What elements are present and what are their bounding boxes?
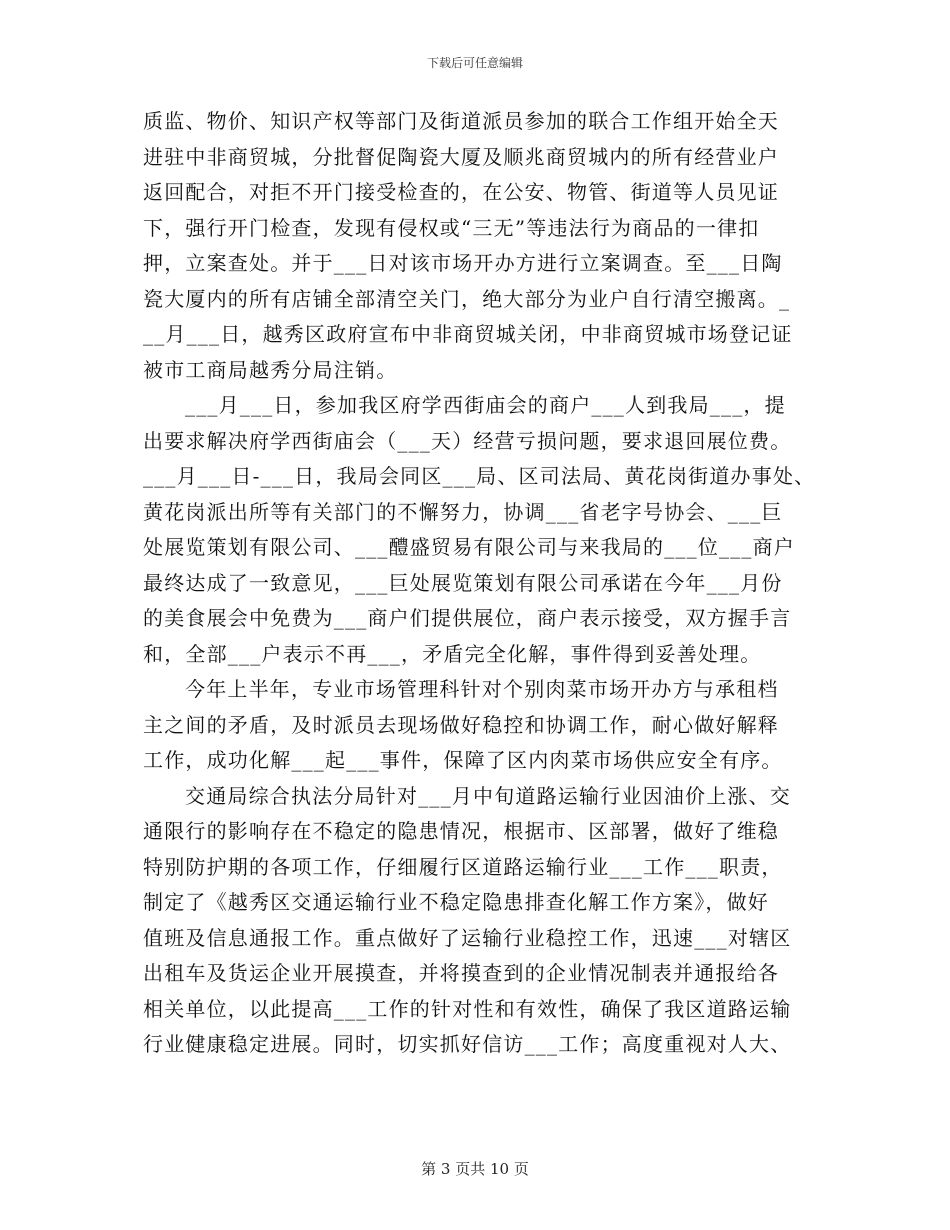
document-body <box>143 104 815 1063</box>
text-line: 出要求解决府学西街庙会（___天）经营亏损问题，要求退回展位费。 <box>143 428 792 453</box>
text-line: 主之间的矛盾，及时派员去现场做好稳控和协调工作，耐心做好解释 <box>143 712 779 737</box>
text-line: ___月___日-___日，我局会同区___局、区司法局、黄花岗街道办事处、 <box>143 464 816 488</box>
text-line: 瓷大厦内的所有店铺全部清空关门，绝大部分为业户自行清空搬离。_ <box>143 286 791 311</box>
text-line: 的美食展会中免费为___商户们提供展位，商户表示接受，双方握手言 <box>143 606 792 630</box>
page-header: 下载后可任意编辑 <box>426 56 523 70</box>
text-line: 最终达成了一致意见，___巨处展览策划有限公司承诺在今年___月份 <box>143 570 783 595</box>
paragraph-start-line: 今年上半年，专业市场管理科针对个别肉菜市场开办方与承租档 <box>185 677 779 701</box>
text-line: 被市工商局越秀分局注销。 <box>143 357 398 382</box>
text-line: 返回配合，对拒不开门接受检查的，在公安、物管、街道等人员见证 <box>143 180 779 204</box>
text-line: 制定了《越秀区交通运输行业不稳定隐患排查化解工作方案》，做好 <box>143 890 769 914</box>
text-line: 下，强行开门检查，发现有侵权或“三无”等违法行为商品的一律扣 <box>143 215 760 240</box>
text-line: 进驻中非商贸城，分批督促陶瓷大厦及顺兆商贸城内的所有经营业户 <box>143 144 779 169</box>
paragraph-start-line: ___月___日，参加我区府学西街庙会的商户___人到我局___，提 <box>185 393 786 417</box>
text-line: 特别防护期的各项工作，仔细履行区道路运输行业___工作___职责， <box>143 854 783 879</box>
text-line: 黄花岗派出所等有关部门的不懈努力，协调___省老字号协会、___巨 <box>143 499 783 524</box>
text-line: __月___日，越秀区政府宣布中非商贸城关闭，中非商贸城市场登记证 <box>143 322 793 346</box>
text-line: 通限行的影响存在不稳定的隐患情况，根据市、区部署，做好了维稳 <box>143 819 779 843</box>
page-number-footer: 第 3 页共 10 页 <box>421 1160 529 1178</box>
text-line: 值班及信息通报工作。重点做好了运输行业稳控工作，迅速___对辖区 <box>143 925 792 950</box>
text-line: 处展览策划有限公司、___醴盛贸易有限公司与来我局的___位___商户 <box>143 535 795 559</box>
text-line: 行业健康稳定进展。同时，切实抓好信访___工作；高度重视对人大、 <box>143 1032 792 1056</box>
text-line: 相关单位，以此提高___工作的针对性和有效性，确保了我区道路运输 <box>143 996 792 1021</box>
text-line: 质监、物价、知识产权等部门及街道派员参加的联合工作组开始全天 <box>143 109 779 133</box>
paragraph-start-line: 交通局综合执法分局针对___月中旬道路运输行业因油价上涨、交 <box>185 783 791 808</box>
text-line: 工作，成功化解___起___事件，保障了区内肉菜市场供应安全有序。 <box>143 748 783 772</box>
text-line: 和，全部___户表示不再___，矛盾完全化解，事件得到妥善处理。 <box>143 641 762 666</box>
text-line: 出租车及货运企业开展摸查，并将摸查到的企业情况制表并通报给各 <box>143 961 779 985</box>
text-line: 押，立案查处。并于___日对该市场开办方进行立案调查。至___日陶 <box>143 251 783 275</box>
